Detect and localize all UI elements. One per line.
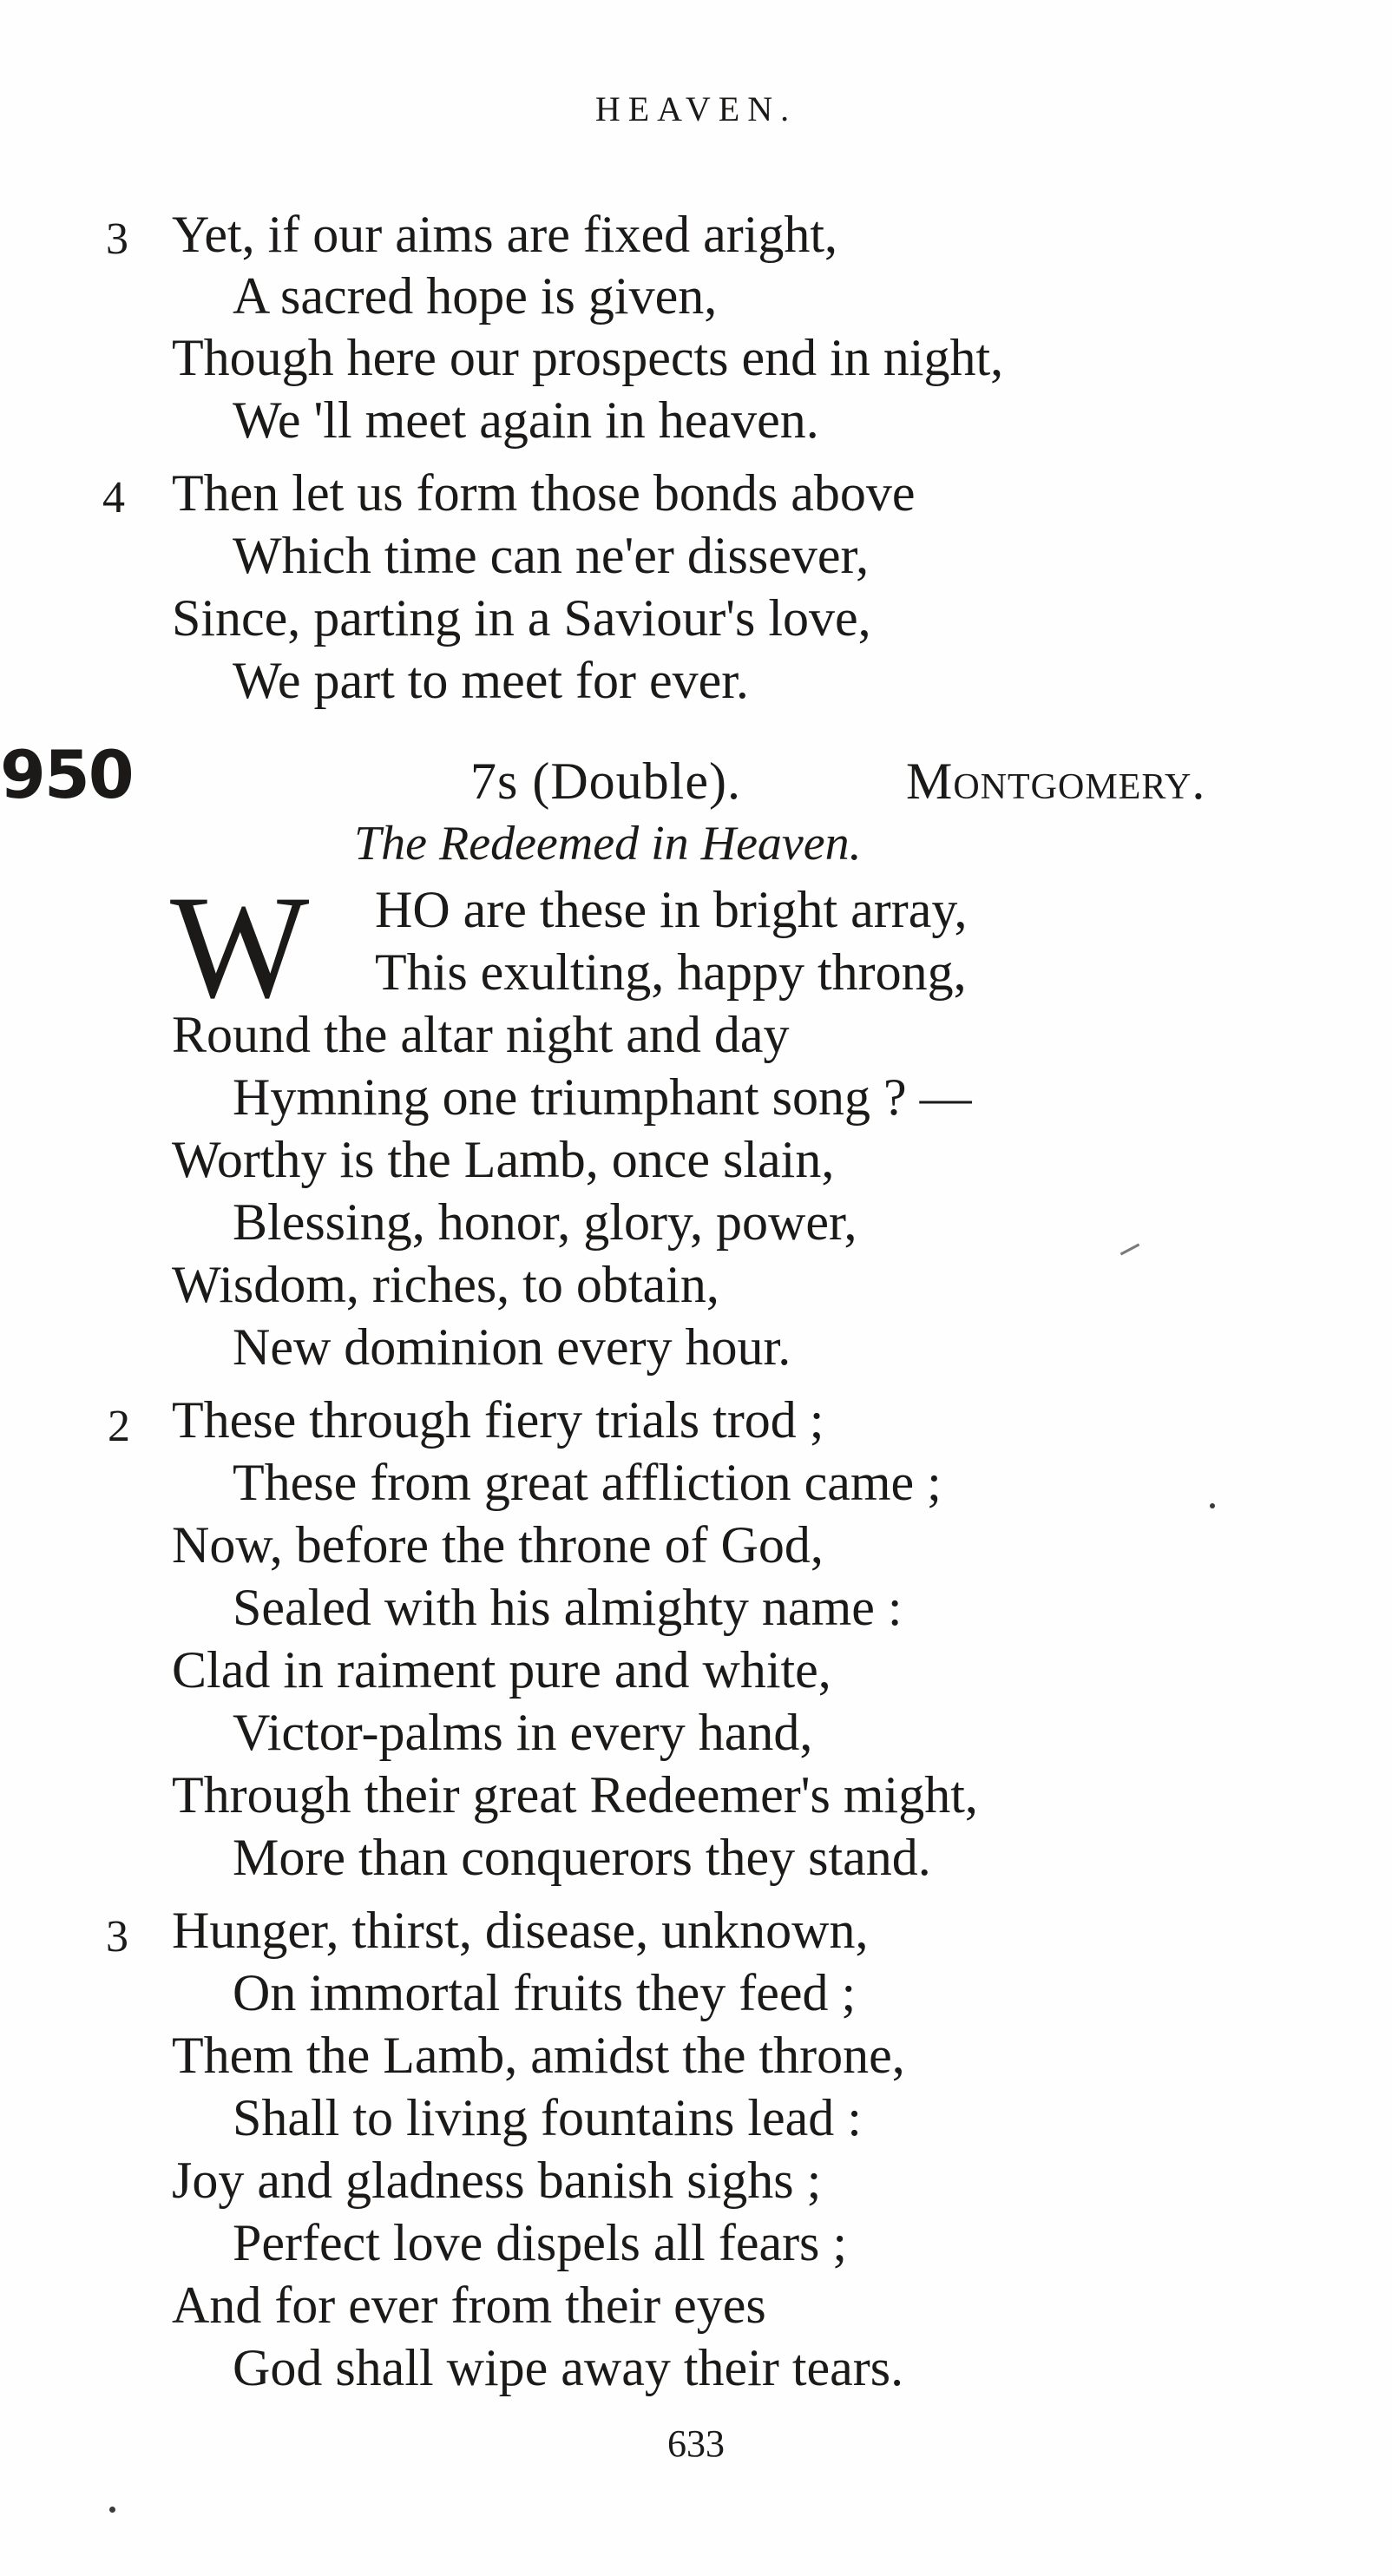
verse-line: Shall to living fountains lead : — [233, 2089, 862, 2146]
verse-line: Hymning one triumphant song ? — — [233, 1068, 972, 1126]
page-number: 633 — [667, 2422, 725, 2465]
verse-line: New dominion every hour. — [233, 1318, 791, 1376]
running-header: HEAVEN. — [594, 89, 798, 128]
verse-line: And for ever from their eyes — [172, 2277, 766, 2334]
verse-line: Sealed with his almighty name : — [233, 1579, 903, 1636]
stanza-number: 3 — [106, 214, 128, 264]
verse-line: Victor-palms in every hand, — [233, 1704, 813, 1761]
verse-line: Joy and gladness banish sighs ; — [172, 2152, 822, 2209]
verse-line: Worthy is the Lamb, once slain, — [172, 1131, 835, 1188]
stanza-number: 4 — [102, 473, 125, 522]
hymn-title: The Redeemed in Heaven. — [354, 817, 862, 871]
verse-line: Which time can ne'er dissever, — [233, 527, 870, 584]
drop-cap: W — [170, 873, 310, 1012]
verse-line: We part to meet for ever. — [233, 652, 749, 709]
verse-line: Now, before the throne of God, — [172, 1516, 824, 1574]
ink-speck — [109, 2507, 115, 2513]
ink-speck — [1210, 1503, 1215, 1508]
verse-line: We 'll meet again in heaven. — [233, 391, 819, 449]
verse-line: Blessing, honor, glory, power, — [233, 1193, 857, 1251]
verse-line: This exulting, happy throng, — [375, 943, 967, 1001]
verse-line: Wisdom, riches, to obtain, — [172, 1256, 719, 1313]
stanza-number: 3 — [106, 1912, 128, 1962]
verse-line: Them the Lamb, amidst the throne, — [172, 2027, 905, 2084]
verse-line: On immortal fruits they feed ; — [233, 1964, 857, 2021]
verse-line: Clad in raiment pure and white, — [172, 1641, 831, 1699]
verse-line: Hunger, thirst, disease, unknown, — [172, 1902, 869, 1959]
verse-line: A sacred hope is given, — [233, 267, 718, 325]
hymn-number: 950 — [0, 736, 133, 813]
stanza-number: 2 — [108, 1402, 130, 1451]
verse-line: Though here our prospects end in night, — [172, 329, 1004, 386]
verse-line: Perfect love dispels all fears ; — [233, 2214, 848, 2271]
hymn-author: Montgomery. — [906, 752, 1206, 810]
verse-line: More than conquerors they stand. — [233, 1829, 931, 1886]
verse-line: God shall wipe away their tears. — [233, 2339, 904, 2396]
ink-mark — [1120, 1244, 1140, 1256]
verse-line: Since, parting in a Saviour's love, — [172, 589, 871, 647]
verse-line: Through their great Redeemer's might, — [172, 1766, 978, 1824]
hymn-meter: 7s (Double). — [470, 752, 741, 810]
verse-line: These through fiery trials trod ; — [172, 1391, 824, 1449]
verse-line: HO are these in bright array, — [375, 881, 968, 938]
verse-line: These from great affliction came ; — [233, 1454, 942, 1511]
verse-line: Yet, if our aims are fixed aright, — [172, 206, 838, 263]
verse-line: Round the altar night and day — [172, 1006, 790, 1063]
verse-line: Then let us form those bonds above — [172, 464, 916, 522]
